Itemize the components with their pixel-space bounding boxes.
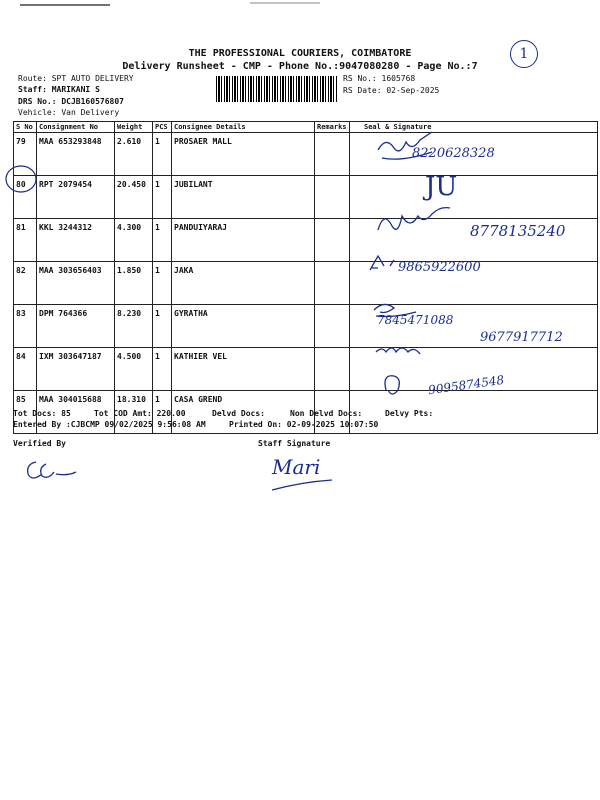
delvd-docs: Delvd Docs:	[212, 409, 265, 418]
page-mark-text: 1	[519, 46, 529, 62]
row-circle-mark	[4, 164, 40, 196]
row-consignee: PROSAER MALL	[172, 133, 315, 176]
signature-phone-84: 9677917712	[480, 330, 563, 345]
barcode	[216, 76, 338, 102]
row-consignment: IXM 303647187	[37, 348, 115, 391]
col-consignee: Consignee Details	[172, 122, 315, 133]
row-consignment: MAA 653293848	[37, 133, 115, 176]
row-sno: 85	[14, 391, 37, 434]
scan-artifact	[0, 0, 600, 20]
row-weight: 8.230	[115, 305, 153, 348]
signature-phone-81: 8778135240	[470, 222, 566, 240]
non-delvd-docs: Non Delvd Docs:	[290, 409, 363, 418]
row-pcs: 1	[153, 391, 172, 434]
row-sno: 81	[14, 219, 37, 262]
signature-phone-82: 9865922600	[398, 260, 481, 275]
row-consignee: CASA GREND	[172, 391, 315, 434]
row-consignment: MAA 304015688	[37, 391, 115, 434]
row-remarks	[315, 348, 350, 391]
company-title: THE PROFESSIONAL COURIERS, COIMBATORE	[188, 48, 412, 59]
row-remarks	[315, 133, 350, 176]
printed-on: Printed On: 02-09-2025 10:07:50	[229, 420, 379, 429]
row-pcs: 1	[153, 176, 172, 219]
row-sno: 79	[14, 133, 37, 176]
col-signature: Seal & Signature	[350, 122, 598, 133]
row-consignment: RPT 2079454	[37, 176, 115, 219]
row-consignee: KATHIER VEL	[172, 348, 315, 391]
entered-by: Entered By :CJBCMP 09/02/2025 9:56:08 AM	[13, 420, 206, 429]
row-pcs: 1	[153, 219, 172, 262]
rs-no: RS No.: 1605768	[343, 74, 416, 83]
row-weight: 4.500	[115, 348, 153, 391]
signature-phone-83: 7845471088	[377, 313, 454, 327]
row-pcs: 1	[153, 305, 172, 348]
row-consignee: JUBILANT	[172, 176, 315, 219]
tot-docs: Tot Docs: 85	[13, 409, 71, 418]
signature-phone-79: 8220628328	[412, 146, 495, 161]
col-pcs: PCS	[153, 122, 172, 133]
staff-signature: Mari	[272, 455, 321, 479]
staff-signature-underline	[268, 478, 338, 494]
route: Route: SPT AUTO DELIVERY	[18, 74, 134, 83]
row-consignee: PANDUIYARAJ	[172, 219, 315, 262]
staff: Staff: MARIKANI S	[18, 85, 100, 94]
row-weight: 4.300	[115, 219, 153, 262]
row-pcs: 1	[153, 133, 172, 176]
staff-signature-label: Staff Signature	[258, 439, 331, 448]
row-consignee: JAKA	[172, 262, 315, 305]
row-pcs: 1	[153, 262, 172, 305]
row-sno: 82	[14, 262, 37, 305]
delvy-pts: Delvy Pts:	[385, 409, 434, 418]
row-weight: 18.310	[115, 391, 153, 434]
row-sno: 83	[14, 305, 37, 348]
row-remarks	[315, 176, 350, 219]
row-consignee: GYRATHA	[172, 305, 315, 348]
row-weight: 1.850	[115, 262, 153, 305]
tot-cod-amt: Tot COD Amt: 220.00	[94, 409, 186, 418]
row-remarks	[315, 305, 350, 348]
verified-by: Verified By	[13, 439, 66, 448]
rs-date: RS Date: 02-Sep-2025	[343, 86, 440, 95]
runsheet-subtitle: Delivery Runsheet - CMP - Phone No.:9047080280 - Page No.:7	[122, 61, 478, 72]
signature-initials-80: JU	[425, 172, 458, 202]
col-sno: S No	[14, 122, 37, 133]
row-consignment: MAA 303656403	[37, 262, 115, 305]
vehicle: Vehicle: Van Delivery	[18, 108, 120, 117]
signature-phone-85: 9095874548	[427, 372, 505, 398]
drs-no: DRS No.: DCJB160576807	[18, 97, 124, 106]
row-remarks	[315, 219, 350, 262]
row-sno: 84	[14, 348, 37, 391]
row-sno: 80	[14, 176, 37, 219]
row-weight: 2.610	[115, 133, 153, 176]
col-weight: Weight	[115, 122, 153, 133]
row-weight: 20.450	[115, 176, 153, 219]
col-consignment: Consignment No	[37, 122, 115, 133]
row-consignment: KKL 3244312	[37, 219, 115, 262]
col-remarks: Remarks	[315, 122, 350, 133]
row-remarks	[315, 262, 350, 305]
row-consignment: DPM 764366	[37, 305, 115, 348]
row-pcs: 1	[153, 348, 172, 391]
verified-signature	[22, 454, 82, 484]
